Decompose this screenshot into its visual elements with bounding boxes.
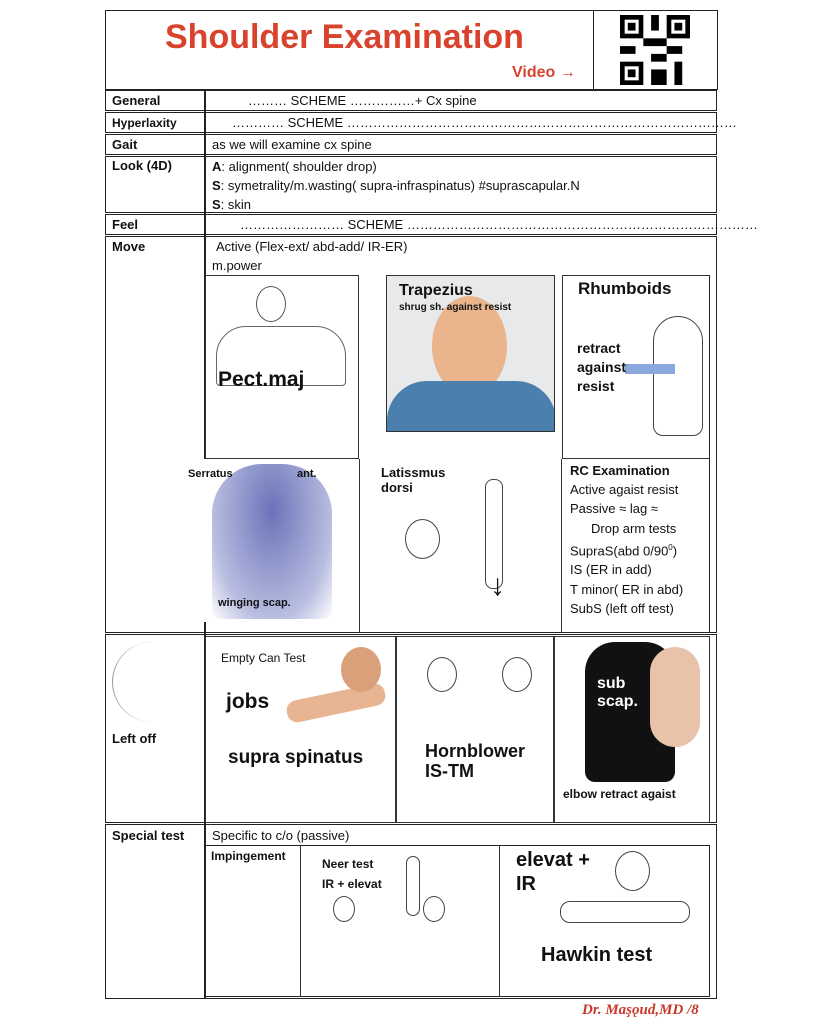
value-general: ……… SCHEME ……………+ Cx spine <box>248 93 477 108</box>
caption-neer <box>322 854 382 894</box>
image-serratus <box>182 459 359 622</box>
label-hyperlaxity: Hyperlaxity <box>112 116 177 130</box>
label-gait: Gait <box>112 137 138 152</box>
rhomb-line: resist <box>577 378 615 394</box>
look-key: S <box>212 197 221 212</box>
label-feel: Feel <box>112 217 139 232</box>
image-trapezius <box>386 275 555 432</box>
value-feel: …………………… SCHEME ……………………………………………………………………… <box>240 217 758 232</box>
value-special: Specific to c/o (passive) <box>212 828 350 843</box>
rc-line: SubS (left off test) <box>570 600 674 616</box>
subscap-line: sub <box>597 675 626 692</box>
image-rhomboids <box>562 275 710 459</box>
neer-line: Neer test <box>322 857 374 871</box>
label-general: General <box>112 93 161 108</box>
move-lines <box>212 237 407 275</box>
label-leftoff: Left off <box>112 731 157 746</box>
caption-empty-can: Empty Can Test <box>221 651 306 665</box>
caption-trapezius: Trapezius <box>399 282 473 299</box>
image-subscap <box>554 636 710 823</box>
look-text: : symetrality/m.wasting( supra-infraspinatus) #suprascapular.N <box>220 178 580 193</box>
move-line: Active (Flex-ext/ abd-add/ IR-ER) <box>216 239 408 254</box>
caption-rhomboids: Rhumboids <box>578 279 672 298</box>
caption-rhomboids-text <box>577 339 626 396</box>
look-key: S <box>212 178 221 193</box>
lat-line: Latissmus <box>381 465 446 480</box>
grid-border <box>205 632 709 633</box>
rhomb-line: retract <box>577 340 621 356</box>
rc-line <box>570 538 683 561</box>
neer-line: IR + elevat <box>322 877 382 891</box>
rc-line: Passive ≈ lag ≈ <box>570 501 658 517</box>
caption-subscap <box>597 675 638 711</box>
rc-line: IS (ER in add) <box>570 562 652 578</box>
caption-pect-maj: Pect.maj <box>218 368 305 391</box>
caption-elbow: elbow retract agaist <box>563 787 676 801</box>
elevat-line: elevat + <box>516 849 590 871</box>
caption-supra-spinatus: supra spinatus <box>228 747 364 768</box>
look-key: A <box>212 159 222 174</box>
caption-hawkin: Hawkin test <box>541 944 653 966</box>
hornblower-line: Hornblower <box>425 741 526 761</box>
rc-title: RC Examination <box>570 463 670 478</box>
subscap-line: scap. <box>597 693 638 710</box>
image-hornblower <box>396 636 554 823</box>
row-gait <box>105 134 717 155</box>
qr-code[interactable] <box>593 10 718 90</box>
qr-code-icon <box>619 15 691 85</box>
elevat-line: IR <box>516 873 536 895</box>
look-lines <box>212 157 580 214</box>
video-link[interactable]: Video → <box>512 64 576 81</box>
image-neer-test <box>300 846 500 996</box>
lat-line: dorsi <box>381 480 413 495</box>
image-pect-maj <box>205 275 359 459</box>
rc-close: ) <box>672 543 678 559</box>
page-title: Shoulder Examination <box>165 18 524 56</box>
caption-jobs: jobs <box>226 690 270 713</box>
rc-examination <box>570 461 683 618</box>
caption-lat <box>381 465 445 495</box>
image-empty-can <box>205 636 396 823</box>
arrow-down-icon: ↓ <box>490 569 505 602</box>
label-special: Special test <box>112 828 185 843</box>
rhomb-line: against <box>577 359 627 375</box>
hornblower-line: IS-TM <box>425 761 474 781</box>
rc-text: SupraS(abd 0/90 <box>570 543 669 559</box>
caption-serratus: Serratus <box>188 468 233 480</box>
rc-sup: 0 <box>668 542 673 552</box>
caption-trapezius-sub: shrug sh. against resist <box>399 302 512 313</box>
image-leftoff-sketch <box>112 642 197 722</box>
look-text: : skin <box>220 197 252 212</box>
label-impingement: Impingement <box>211 849 286 863</box>
rc-line: Active agaist resist <box>570 482 679 498</box>
caption-hornblower <box>425 741 525 781</box>
label-move: Move <box>112 239 146 254</box>
value-hyperlaxity: ………… SCHEME ……………………………………………………………………………… <box>232 115 737 130</box>
value-gait: as we will examine cx spine <box>212 137 372 152</box>
caption-winging: winging scap. <box>218 597 291 609</box>
label-look: Look (4D) <box>112 158 172 173</box>
caption-serratus-b: ant. <box>297 468 317 480</box>
footer-author: Dr. Maşǫud,MD /8 <box>582 1002 699 1018</box>
caption-elevat <box>516 848 590 896</box>
rc-line: T minor( ER in abd) <box>570 581 684 597</box>
grid-border <box>709 275 710 632</box>
image-latissimus <box>359 459 562 632</box>
look-text: : alignment( shoulder drop) <box>221 159 377 174</box>
image-hawkin-test <box>500 846 709 996</box>
move-line: m.power <box>212 258 262 273</box>
rc-line: Drop arm tests <box>591 520 677 536</box>
